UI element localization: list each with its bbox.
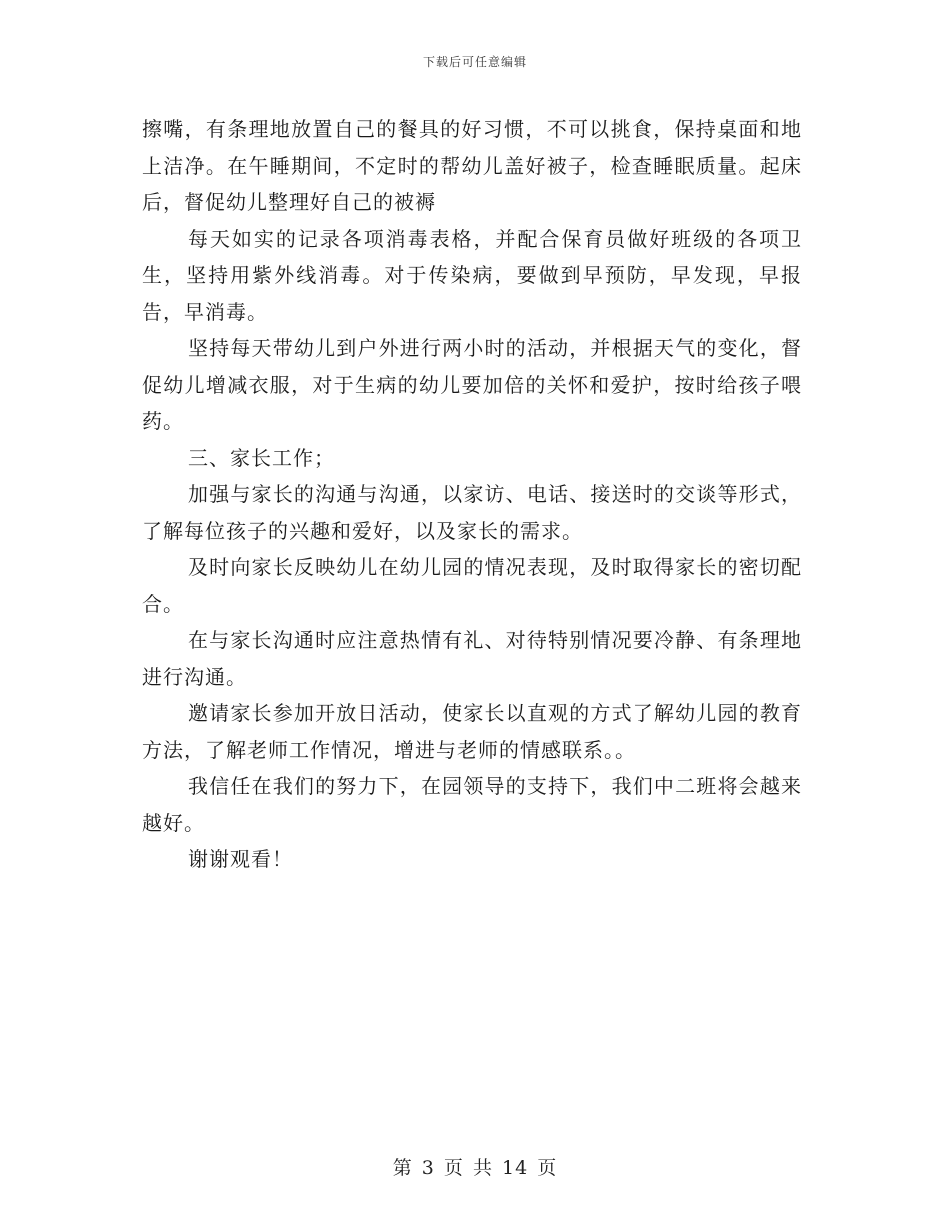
paragraph: 坚持每天带幼儿到户外进行两小时的活动，并根据天气的变化，督促幼儿增减衣服，对于生病的幼儿要加倍的关怀和爱护，按时给孩子喂药。: [142, 336, 802, 433]
paragraph: 邀请家长参加开放日活动，使家长以直观的方式了解幼儿园的教育方法，了解老师工作情况，增进与老师的情感联系。。: [142, 701, 802, 762]
paragraph: 在与家长沟通时应注意热情有礼、对待特别情况要冷静、有条理地进行沟通。: [142, 628, 802, 689]
closing-line: 谢谢观看！: [188, 847, 293, 871]
page-header: 下载后可任意编辑: [422, 55, 527, 69]
section-heading: 三、家长工作；: [188, 445, 335, 470]
page-number-footer: 第 3 页 共 14 页: [392, 1157, 558, 1179]
paragraph: 我信任在我们的努力下，在园领导的支持下，我们中二班将会越来越好。: [142, 774, 802, 835]
paragraph: 及时向家长反映幼儿在幼儿园的情况表现，及时取得家长的密切配合。: [142, 555, 802, 616]
document-body: [142, 111, 802, 878]
paragraph: 加强与家长的沟通与沟通，以家访、电话、接送时的交谈等形式，了解每位孩子的兴趣和爱好，以及家长的需求。: [142, 482, 802, 543]
paragraph: 擦嘴，有条理地放置自己的餐具的好习惯，不可以挑食，保持桌面和地上洁净。在午睡期间，不定时的帮幼儿盖好被子，检查睡眠质量。起床后，督促幼儿整理好自己的被褥: [142, 117, 802, 214]
paragraph: 每天如实的记录各项消毒表格，并配合保育员做好班级的各项卫生，坚持用紫外线消毒。对于传染病，要做到早预防，早发现，早报告，早消毒。: [142, 226, 802, 324]
